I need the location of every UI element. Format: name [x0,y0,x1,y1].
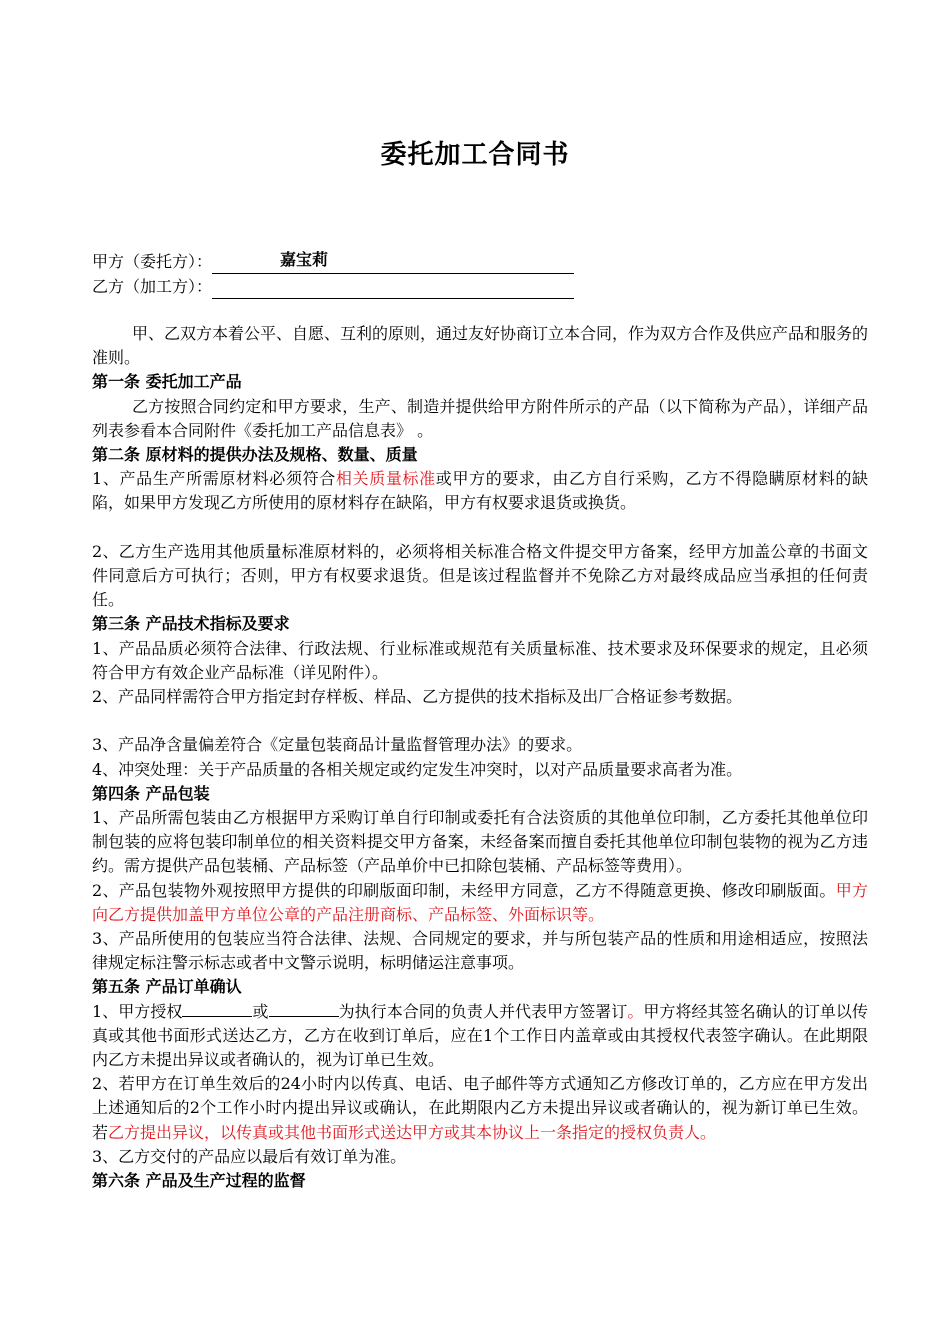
section-2-heading: 第二条 原材料的提供办法及规格、数量、质量 [92,445,418,465]
highlight-text: 乙方提出异议，以传真或其他书面形式送达甲方或其本协议上一条指定的授权负责人。 [108,1122,717,1142]
section-6-heading: 第六条 产品及生产过程的监督 [92,1171,306,1191]
section-3-paragraph-2: 2、产品同样需符合甲方指定封存样板、样品、乙方提供的技术指标及出厂合格证参考数据。 [92,687,743,707]
document-title: 委托加工合同书 [380,140,570,170]
section-5-heading: 第五条 产品订单确认 [92,977,242,997]
text-run: 1、产品生产所需原材料必须符合 [92,469,336,489]
section-4-heading: 第四条 产品包装 [92,783,210,803]
party-a-line [92,250,574,274]
text-run: 为执行本合同的负责人并代表甲方签署订 [338,1001,628,1021]
party-b-line [92,275,574,299]
text-run: 1、甲方授权 [92,1001,183,1021]
section-3-paragraph-1: 1、产品品质必须符合法律、行政法规、行业标准或规范有关质量标准、技术要求及环保要求的规定，且必须符合甲方有效企业产品标准（详见附件）。 [92,638,868,682]
party-a-value: 嘉宝莉 [280,250,329,269]
section-5-paragraph-1 [92,1000,868,1073]
section-3-paragraph-3: 3、产品净含量偏差符合《定量包装商品计量监督管理办法》的要求。 [92,735,583,755]
text-run: 或甲方的要求，由乙方自行采购，乙方不得隐瞒原材料的缺陷，如果甲方发现乙方所使用的原材料存在缺陷，甲方有权要求退货或换货。 [92,469,868,513]
highlight-text: 。 [627,1001,644,1021]
section-4-paragraph-1: 1、产品所需包装由乙方根据甲方采购订单自行印制或委托有合法资质的其他单位印制，乙方委托其他单位印制包装的应将包装印制单位的相关资料提交甲方备案，未经备案而擅自委托其他单位印制包装物的视为乙方违约。需方提供产品包装桶、产品标签（产品单价中已扣除包装桶、产品标签等费用）。 [92,808,868,876]
party-b-field [212,276,574,299]
blank-underline [269,1000,339,1017]
party-a-field [212,251,574,274]
party-a-label: 甲方（委托方）： [92,252,213,271]
contract-body [92,322,868,1193]
section-3-heading: 第三条 产品技术指标及要求 [92,614,290,634]
text-run: 或 [252,1001,269,1021]
section-3-paragraph-4: 4、冲突处理：关于产品质量的各相关规定或约定发生冲突时，以对产品质量要求高者为准。 [92,759,743,779]
spacer [92,709,868,733]
text-run: 甲方将经其签名确认的订单以传真或其他书面形式送达乙方，乙方在收到订单后，应在1个工作日内盖章或由其授权代表签字确认。在此期限内乙方未提出异议或者确认的，视为订单已生效。 [92,1001,868,1070]
section-4-paragraph-3: 3、产品所使用的包装应当符合法律、法规、合同规定的要求，并与所包装产品的性质和用途相适应，按照法律规定标注警示标志或者中文警示说明，标明储运注意事项。 [92,929,868,973]
section-5-paragraph-3: 3、乙方交付的产品应以最后有效订单为准。 [92,1146,407,1166]
section-1-heading: 第一条 委托加工产品 [92,372,242,392]
section-5-paragraph-2 [92,1072,868,1145]
highlight-text: 相关质量标准 [335,469,436,489]
highlight-text: 甲方向乙方提供加盖甲方单位公章的产品注册商标、产品标签、外面标识等。 [92,880,868,924]
section-2-paragraph-2: 2、乙方生产选用其他质量标准原材料的，必须将相关标准合格文件提交甲方备案，经甲方加盖公章的书面文件同意后方可执行；否则，甲方有权要求退货。但是该过程监督并不免除乙方对最终成品应当承担的任何责任。 [92,541,868,610]
party-b-label: 乙方（加工方）： [92,277,213,296]
intro-paragraph: 甲、乙双方本着公平、自愿、互利的原则，通过友好协商订立本合同，作为双方合作及供应产品和服务的准则。 [92,324,869,368]
section-2-paragraph-1 [92,467,868,515]
blank-underline [182,1000,252,1017]
section-1-paragraph: 乙方按照合同约定和甲方要求，生产、制造并提供给甲方附件所示的产品（以下简称为产品），详细产品列表参看本合同附件《委托加工产品信息表》 。 [92,396,868,440]
section-4-paragraph-2 [92,879,868,927]
spacer [92,516,868,540]
text-run: 2、若甲方在订单生效后的24小时内以传真、电话、电子邮件等方式通知乙方修改订单的，乙方应在甲方发出上述通知后的2个工作小时内提出异议或确认，在此期限内乙方未提出异议或者确认的，视为新订单已生效。若 [92,1074,868,1142]
text-run: 2、产品包装物外观按照甲方提供的印刷版面印制，未经甲方同意，乙方不得随意更换、修改印刷版面。 [92,880,836,900]
